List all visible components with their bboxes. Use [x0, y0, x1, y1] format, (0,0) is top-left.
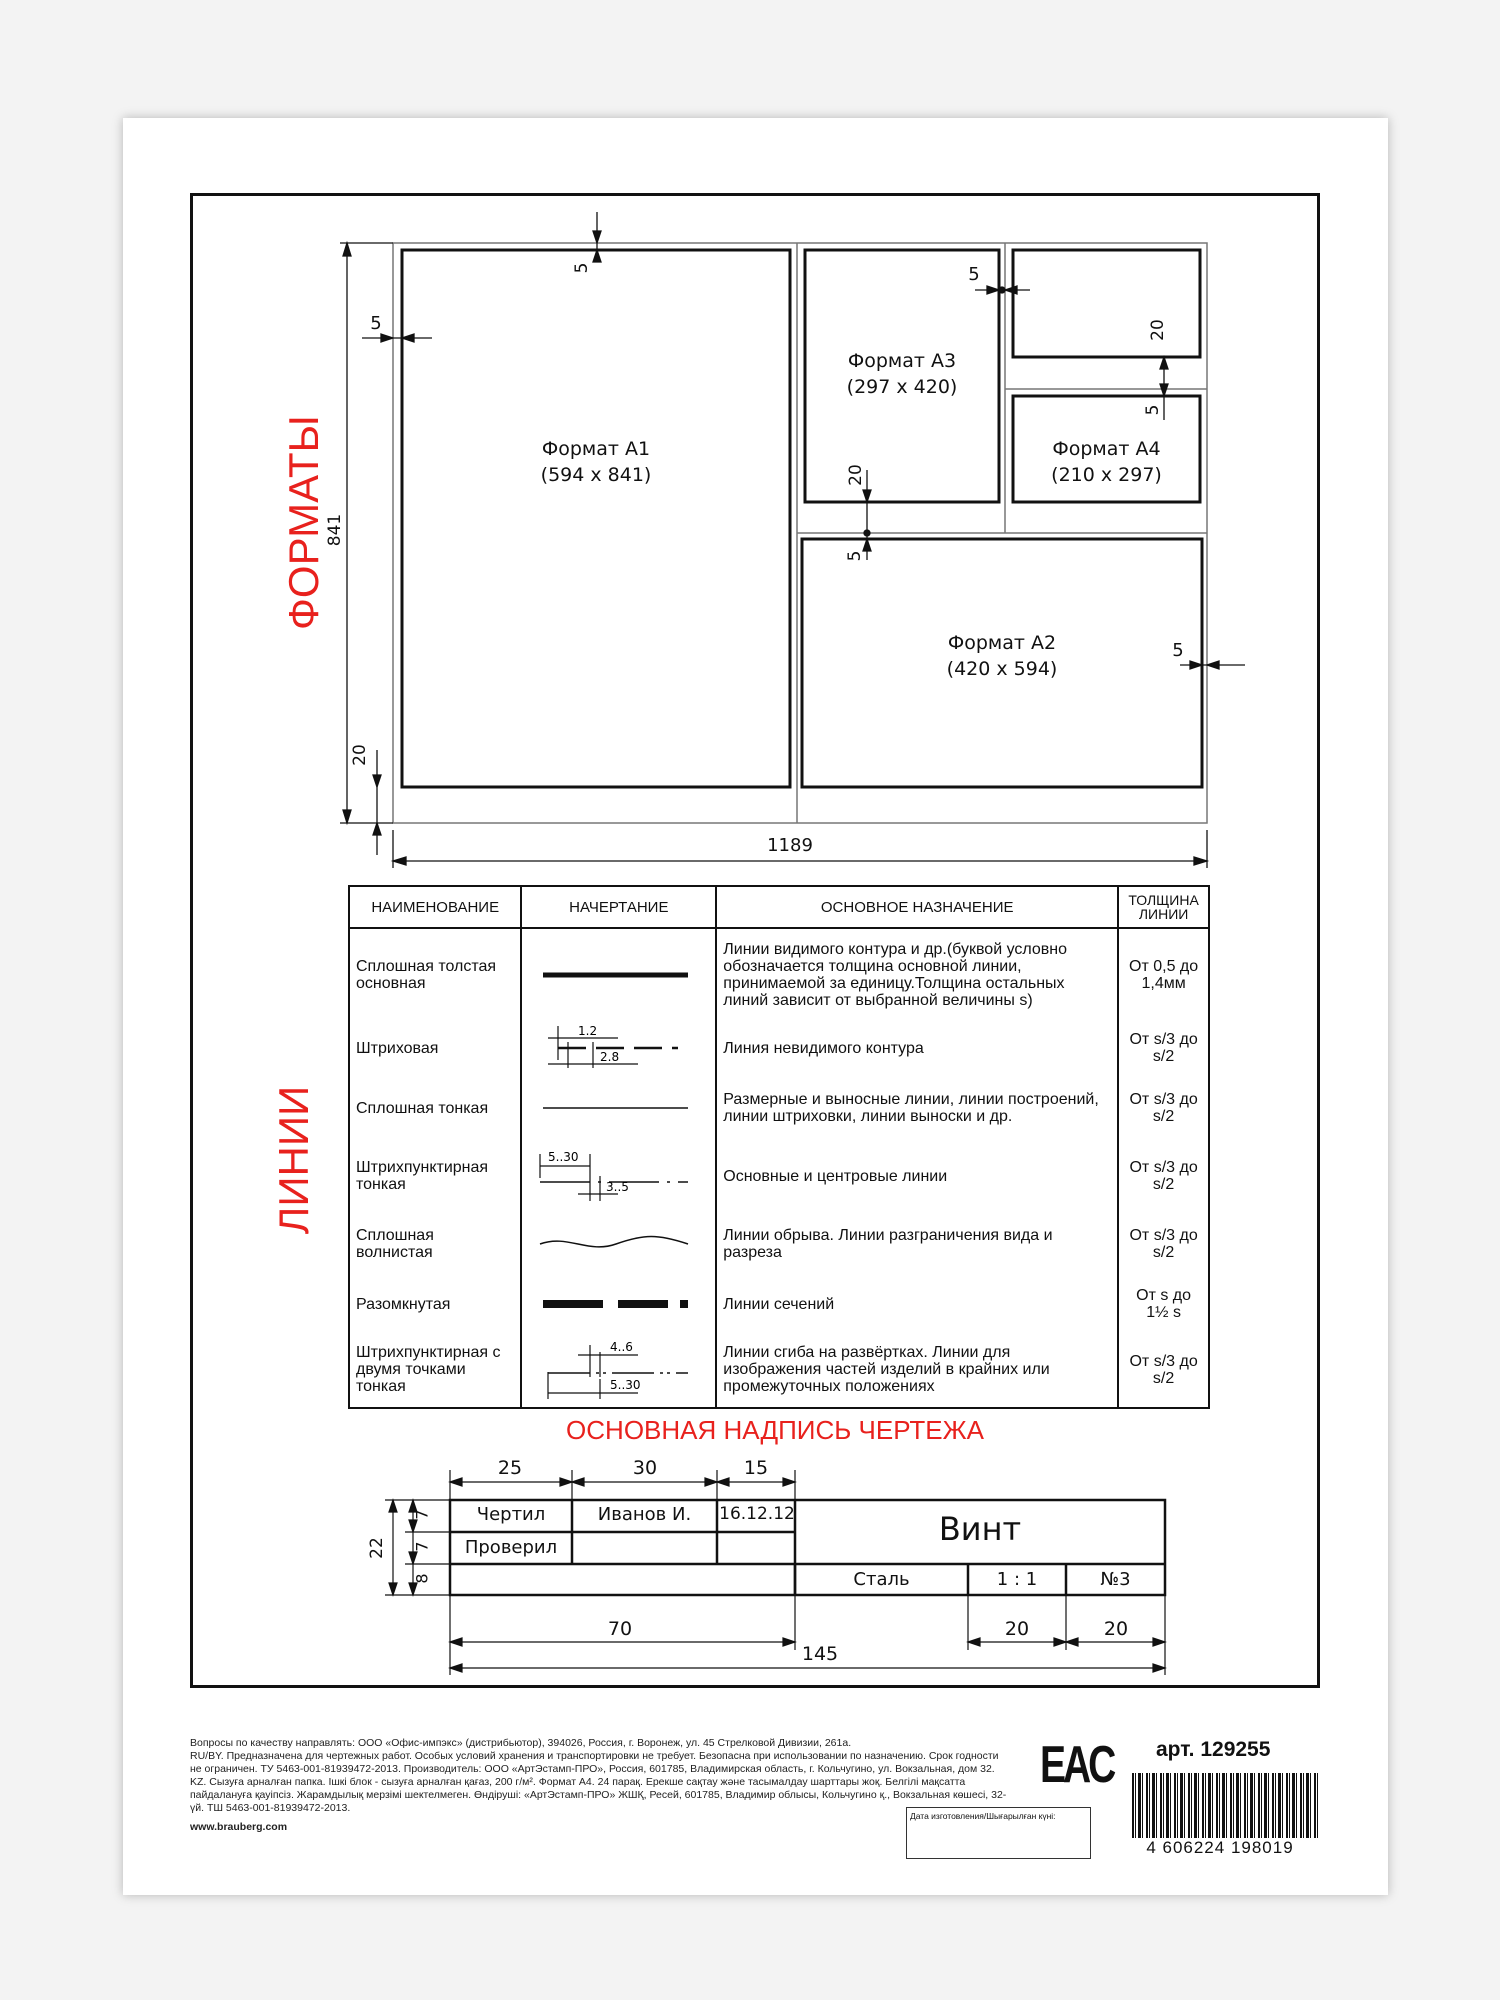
line-thickness: От 0,5 до 1,4мм: [1118, 928, 1209, 1020]
sample-label: 3..5: [606, 1180, 630, 1194]
dim-7b: 7: [412, 1541, 432, 1552]
drawing-title: Винт: [938, 1510, 1022, 1548]
kz-info: KZ. Сызуға арналған папка. Ішкі блок - сызуға арналған қағаз, 200 г/м². Формат А4. 24 парақ. Ерекше сақтау және тасымалдау шарттары жоқ. Белгілі мақсатта пайдалануға қауіпсіз. Жарамдылық мерзімі шектелмеген. Өндіруші: «АртЭстамп-ПРО» ЖШҚ, Ресей, 601785, Владимир облысы, Кольчугино қ., Вокзальная көшесі, 32-үй. ТШ 5463-001-81939472-2013.: [190, 1776, 1007, 1814]
date-box: [906, 1807, 1091, 1859]
line-name: Сплошная тонкая: [349, 1076, 521, 1140]
date-box-label: Дата изготовления/Шығарылған күні:: [910, 1811, 1056, 1821]
dim-bottom-20: 20: [350, 744, 370, 766]
format-a3-title: Формат А3: [847, 350, 957, 372]
line-thickness: От s/3 до s/2: [1118, 1020, 1209, 1076]
formats-heading: ФОРМАТЫ: [280, 415, 327, 630]
drawing-date: 16.12.12: [719, 1504, 795, 1524]
barcode-number: 4 606224 198019: [1146, 1838, 1294, 1857]
sample-label: 5..30: [610, 1377, 641, 1392]
drawing-number: №3: [1100, 1569, 1131, 1590]
line-name: Сплошная толстая основная: [349, 928, 521, 1020]
dim-20a: 20: [1004, 1618, 1030, 1640]
line-thickness: От s/3 до s/2: [1118, 1140, 1209, 1212]
line-name: Сплошная волнистая: [349, 1212, 521, 1276]
dim-a3-bottom-20: 20: [846, 464, 866, 486]
line-name: Штрихпунктирная тонкая: [349, 1140, 521, 1212]
format-a2-title: Формат А2: [947, 632, 1057, 654]
dim-15: 15: [743, 1457, 769, 1479]
dim-30: 30: [632, 1457, 658, 1479]
format-a4-title: Формат А4: [1052, 438, 1161, 460]
line-thickness: От s/3 до s/2: [1118, 1076, 1209, 1140]
quality-contact: Вопросы по качеству направлять: ООО «Офис-импэкс» (дистрибьютор), 394026, Россия, г. Воронеж, ул. 45 Стрелковой Дивизии, 261а.: [190, 1737, 852, 1749]
dim-1189: 1189: [767, 835, 813, 856]
sample-label: 2.8: [600, 1050, 620, 1064]
dim-a4-5: 5: [1143, 404, 1163, 416]
dim-7a: 7: [412, 1509, 432, 1520]
line-thickness: От s/3 до s/2: [1118, 1212, 1209, 1276]
line-thickness: От s/3 до s/2: [1118, 1332, 1209, 1408]
line-name: Штрихпунктирная с двумя точками тонкая: [349, 1332, 521, 1408]
scale: 1 : 1: [996, 1569, 1038, 1590]
sample-label: 5..30: [548, 1150, 579, 1164]
dim-841: 841: [325, 513, 345, 547]
ru-info: RU/BY. Предназначена для чертежных работ. Особых условий хранения и транспортировки не требует. Безопасна при использовании по назначению. Срок годности не ограничен. ТУ 5463-001-81939472-2013. Производитель: ООО «АртЭстамп-ПРО», Россия, 601785, Владимирская область, г. Кольчугино, ул. Вокзальная, дом 32.: [190, 1750, 999, 1775]
format-a1-size: (594 x 841): [540, 464, 652, 486]
checked-label: Проверил: [464, 1537, 558, 1558]
dim-20b: 20: [1103, 1618, 1129, 1640]
dim-a3-right-5: 5: [968, 264, 980, 285]
line-name: Разомкнутая: [349, 1276, 521, 1332]
article-number: арт. 129255: [1156, 1738, 1271, 1761]
dim-70: 70: [607, 1618, 633, 1640]
dim-left-5: 5: [370, 313, 382, 334]
website: www.brauberg.com: [190, 1821, 288, 1833]
format-a4-size: (210 x 297): [1051, 464, 1162, 486]
sample-label: 1.2: [578, 1024, 598, 1038]
dim-a2-top-5: 5: [845, 550, 865, 562]
col-purpose: ОСНОВНОЕ НАЗНАЧЕНИЕ: [716, 886, 1118, 928]
dim-145: 145: [801, 1643, 839, 1665]
col-name: НАИМЕНОВАНИЕ: [349, 886, 521, 928]
line-purpose: Линии сгиба на развёртках. Линии для изображения частей изделий в крайних или промежуточных положениях: [716, 1332, 1118, 1408]
dim-8: 8: [412, 1573, 432, 1584]
line-purpose: Линии сечений: [716, 1276, 1118, 1332]
title-block-heading: ОСНОВНАЯ НАДПИСЬ ЧЕРТЕЖА: [566, 1415, 984, 1445]
format-a1-title: Формат А1: [541, 438, 651, 460]
dim-a4-20: 20: [1148, 319, 1168, 341]
drawn-label: Чертил: [476, 1504, 546, 1525]
format-a2-size: (420 x 594): [946, 658, 1058, 680]
footer-info: [190, 1737, 1010, 1834]
material: Сталь: [853, 1569, 910, 1590]
col-sample: НАЧЕРТАНИЕ: [521, 886, 716, 928]
line-purpose: Основные и центровые линии: [716, 1140, 1118, 1212]
eac-mark: EAC: [1040, 1736, 1114, 1794]
line-purpose: Линия невидимого контура: [716, 1020, 1118, 1076]
format-a3-size: (297 x 420): [846, 376, 958, 398]
line-name: Штриховая: [349, 1020, 521, 1076]
line-purpose: Размерные и выносные линии, линии построений, линии штриховки, линии выноски и др.: [716, 1076, 1118, 1140]
dim-a2-right-5: 5: [1172, 640, 1184, 661]
lines-heading: ЛИНИИ: [270, 1085, 317, 1235]
dim-top-5: 5: [572, 262, 592, 274]
line-purpose: Линии обрыва. Линии разграничения вида и разреза: [716, 1212, 1118, 1276]
sample-label: 4..6: [610, 1339, 634, 1354]
barcode-icon: [1132, 1773, 1318, 1838]
dim-25: 25: [497, 1457, 523, 1479]
col-thickness: ТОЛЩИНА ЛИНИИ: [1118, 886, 1209, 928]
line-thickness: От s до 1½ s: [1118, 1276, 1209, 1332]
line-purpose: Линии видимого контура и др.(буквой условно обозначается толщина основной линии, принимаемой за единицу.Толщина остальных линий зависит от выбранной величины s): [716, 928, 1118, 1020]
dim-22: 22: [367, 1537, 387, 1559]
drawn-by: Иванов И.: [597, 1504, 692, 1525]
